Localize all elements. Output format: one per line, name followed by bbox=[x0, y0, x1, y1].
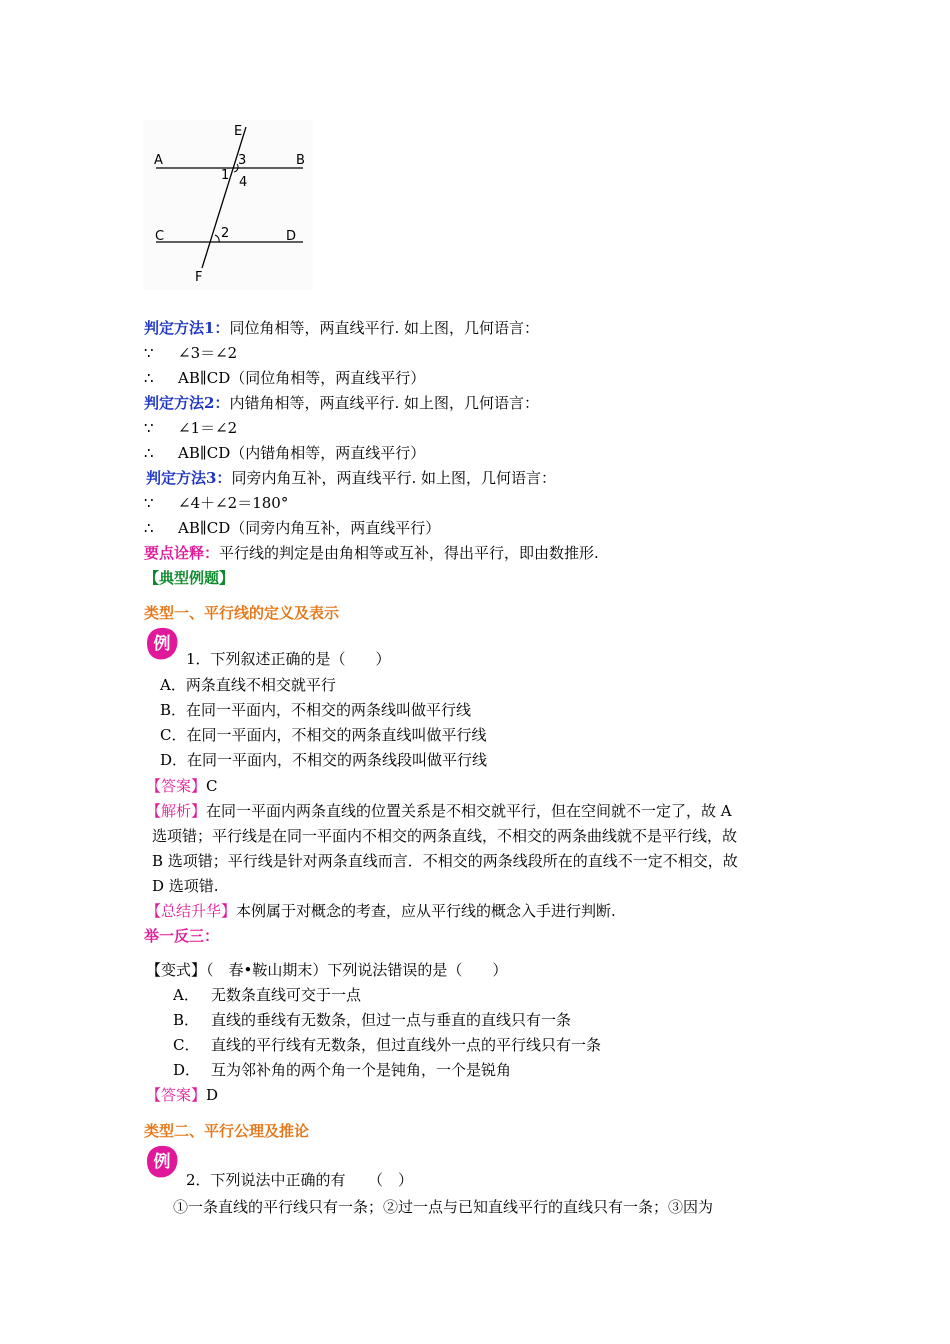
keypoint-text: 平行线的判定是由角相等或互补，得出平行，即由数推形. bbox=[219, 544, 599, 562]
label-c: C bbox=[155, 229, 165, 244]
method-1-therefore bbox=[144, 368, 425, 388]
question-1-answer bbox=[146, 776, 218, 796]
summary-line bbox=[146, 901, 616, 921]
answer-label: 【答案】 bbox=[146, 777, 207, 795]
examples-heading: 【典型例题】 bbox=[144, 569, 235, 587]
method-3-because-text: ∠4＋∠2＝180° bbox=[178, 494, 289, 512]
because-symbol: ∵ bbox=[144, 494, 154, 512]
question-2: 2．下列说法中正确的有 （ ） bbox=[186, 1171, 414, 1189]
summary-label: 【总结升华】 bbox=[146, 902, 237, 920]
question-1-option-c: C．在同一平面内，不相交的两条直线叫做平行线 bbox=[160, 726, 487, 744]
label-a: A bbox=[154, 153, 163, 168]
analysis-line-2: 选项错；平行线是在同一平面内不相交的两条直线，不相交的两条曲线就不是平行线，故 bbox=[152, 827, 738, 845]
svg-text:例: 例 bbox=[153, 634, 171, 654]
method-2-therefore bbox=[144, 443, 425, 463]
type-2-heading: 类型二、平行公理及推论 bbox=[144, 1122, 310, 1140]
label-angle-2: 2 bbox=[221, 226, 230, 241]
variant-answer-value: D bbox=[206, 1086, 219, 1104]
variant-option-text: 互为邻补角的两个角一个是钝角，一个是锐角 bbox=[211, 1061, 512, 1079]
svg-text:例: 例 bbox=[153, 1152, 171, 1172]
analysis-line-1 bbox=[146, 801, 732, 821]
question-1-option-d: D．在同一平面内，不相交的两条线段叫做平行线 bbox=[160, 751, 488, 769]
variant-option-b bbox=[173, 1010, 571, 1030]
variant-option-text: 直线的平行线有无数条，但过直线外一点的平行线只有一条 bbox=[211, 1036, 602, 1054]
summary-text: 本例属于对概念的考查，应从平行线的概念入手进行判断. bbox=[236, 902, 616, 920]
label-angle-1: 1 bbox=[221, 168, 230, 183]
label-angle-3: 3 bbox=[238, 153, 247, 168]
variant-question-text: （ 春•鞍山期末）下列说法错误的是（ ） bbox=[206, 961, 508, 979]
therefore-symbol: ∴ bbox=[144, 519, 154, 537]
label-b: B bbox=[296, 153, 305, 168]
figure-background bbox=[143, 120, 313, 290]
variant-label: 【变式】 bbox=[146, 961, 207, 979]
method-2-therefore-text: AB∥CD（内错角相等，两直线平行） bbox=[178, 444, 426, 462]
variant-option-text: 直线的垂线有无数条，但过一点与垂直的直线只有一条 bbox=[211, 1011, 572, 1029]
label-angle-4: 4 bbox=[239, 175, 248, 190]
question-1-option-a: A．两条直线不相交就平行 bbox=[160, 676, 336, 694]
method-1-therefore-text: AB∥CD（同位角相等，两直线平行） bbox=[178, 369, 426, 387]
method-2-because-text: ∠1＝∠2 bbox=[178, 419, 238, 437]
because-symbol: ∵ bbox=[144, 419, 154, 437]
method-1-because-text: ∠3＝∠2 bbox=[178, 344, 238, 362]
example-badge-icon bbox=[143, 1143, 181, 1181]
practice-heading: 举一反三： bbox=[144, 927, 220, 945]
label-f: F bbox=[195, 270, 203, 285]
analysis-label: 【解析】 bbox=[146, 802, 207, 820]
method-2-title: 判定方法2： bbox=[144, 394, 230, 412]
keypoint-title: 要点诠释： bbox=[144, 544, 220, 562]
therefore-symbol: ∴ bbox=[144, 444, 154, 462]
method-2-text: 内错角相等，两直线平行. 如上图，几何语言： bbox=[229, 394, 539, 412]
question-1: 1．下列叙述正确的是（ ） bbox=[186, 650, 391, 668]
method-1-text: 同位角相等，两直线平行. 如上图，几何语言： bbox=[229, 319, 539, 337]
answer-value: C bbox=[206, 777, 218, 795]
method-3-title: 判定方法3： bbox=[146, 469, 232, 487]
variant-answer-label: 【答案】 bbox=[146, 1086, 207, 1104]
because-symbol: ∵ bbox=[144, 344, 154, 362]
analysis-line-3: B 选项错；平行线是针对两条直线而言．不相交的两条线段所在的直线不一定不相交，故 bbox=[152, 852, 738, 870]
parallel-lines-figure bbox=[143, 120, 313, 290]
label-d: D bbox=[286, 229, 297, 244]
question-2-statements: ①一条直线的平行线只有一条；②过一点与已知直线平行的直线只有一条；③因为 bbox=[173, 1198, 714, 1216]
method-1-because bbox=[144, 343, 237, 363]
therefore-symbol: ∴ bbox=[144, 369, 154, 387]
type-1-heading: 类型一、平行线的定义及表示 bbox=[144, 604, 340, 622]
analysis-text-1: 在同一平面内两条直线的位置关系是不相交就平行，但在空间就不一定了，故 A bbox=[206, 802, 732, 820]
variant-option-a bbox=[173, 985, 361, 1005]
variant-question bbox=[146, 960, 507, 980]
method-3-therefore bbox=[144, 518, 440, 538]
method-3-because bbox=[144, 493, 288, 513]
variant-answer bbox=[146, 1085, 218, 1105]
method-3-therefore-text: AB∥CD（同旁内角互补，两直线平行） bbox=[178, 519, 441, 537]
method-2-line bbox=[144, 393, 539, 413]
method-3-text: 同旁内角互补，两直线平行. 如上图，几何语言： bbox=[231, 469, 556, 487]
keypoint-line bbox=[144, 543, 599, 563]
method-1-title: 判定方法1： bbox=[144, 319, 230, 337]
variant-option-letter: B． bbox=[173, 1011, 200, 1029]
variant-option-letter: C． bbox=[173, 1036, 200, 1054]
variant-option-letter: A． bbox=[173, 986, 199, 1004]
variant-option-d bbox=[173, 1060, 511, 1080]
method-1-line bbox=[144, 318, 539, 338]
method-2-because bbox=[144, 418, 237, 438]
label-e: E bbox=[234, 124, 243, 139]
question-1-option-b: B．在同一平面内，不相交的两条线叫做平行线 bbox=[160, 701, 472, 719]
variant-option-c bbox=[173, 1035, 601, 1055]
analysis-line-4: D 选项错. bbox=[152, 877, 219, 895]
variant-option-text: 无数条直线可交于一点 bbox=[211, 986, 362, 1004]
variant-option-letter: D． bbox=[173, 1061, 201, 1079]
method-3-line bbox=[146, 468, 556, 488]
example-badge-icon bbox=[143, 625, 181, 663]
